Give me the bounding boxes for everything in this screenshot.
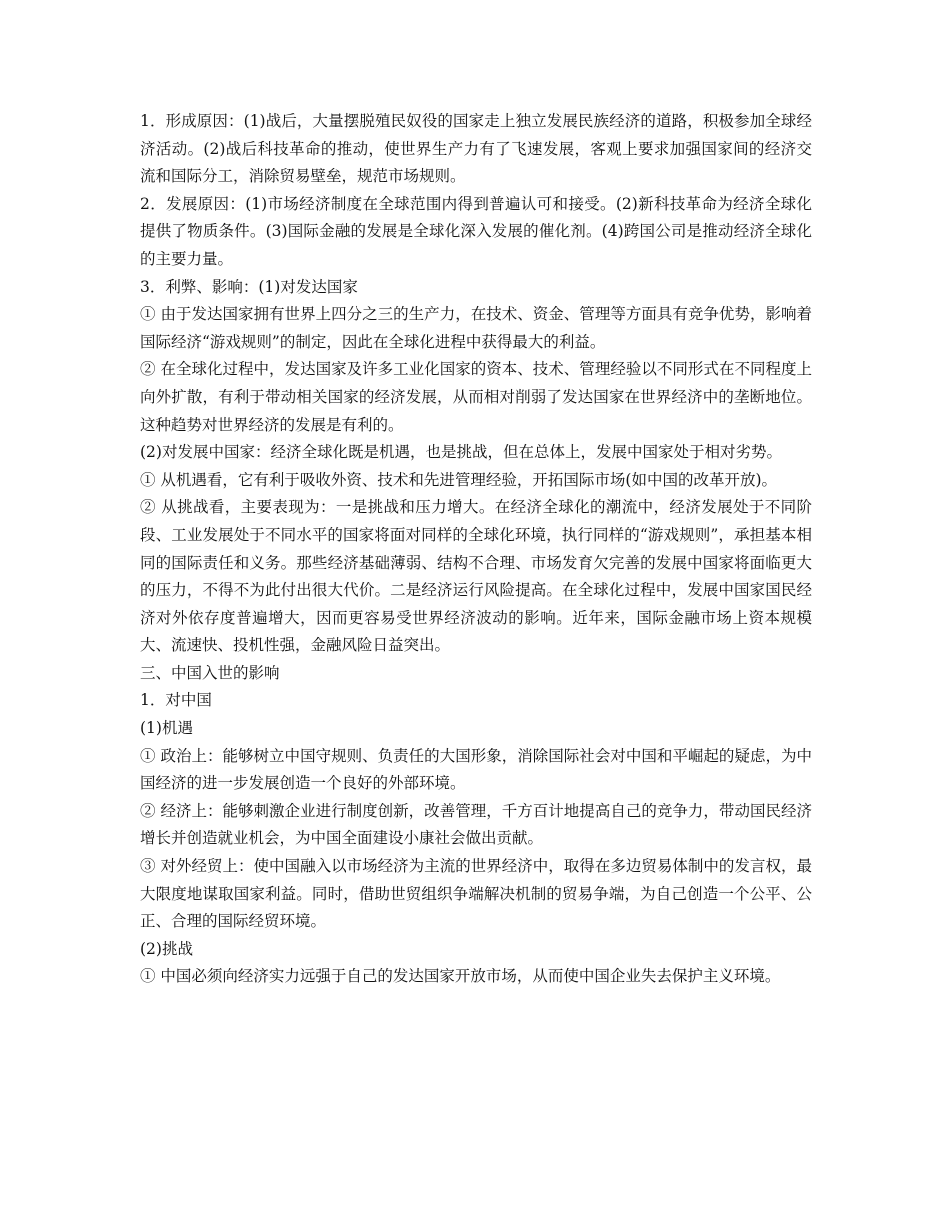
paragraph-foreign-trade: ③ 对外经贸上：使中国融入以市场经济为主流的世界经济中，取得在多边贸易体制中的发言权，最大限度地谋取国家利益。同时，借助世贸组织争端解决机制的贸易争端，为自己创造一个公平、公正、合理的国际经贸环境。 [140,857,812,931]
paragraph-pros-cons-heading: 3．利弊、影响：(1)对发达国家 [140,277,358,296]
paragraph-formation-causes: 1．形成原因：(1)战后，大量摆脱殖民奴役的国家走上独立发展民族经济的道路，积极参加全球经济活动。(2)战后科技革命的推动，使世界生产力有了飞速发展，客观上要求加强国家间的经济交流和国际分工，消除贸易壁垒，规范市场规则。 [140,112,812,186]
subheading-for-china: 1．对中国 [140,691,212,710]
paragraph-political: ① 政治上：能够树立中国守规则、负责任的大国形象，消除国际社会对中国和平崛起的疑虑，为中国经济的进一步发展创造一个良好的外部环境。 [140,746,812,793]
section-heading-wto-impact: 三、中国入世的影响 [140,663,280,682]
paragraph-economic: ② 经济上：能够刺激企业进行制度创新，改善管理，千方百计地提高自己的竞争力，带动国民经济增长并创造就业机会，为中国全面建设小康社会做出贡献。 [140,801,812,848]
subheading-opportunities: (1)机遇 [140,719,193,738]
paragraph-developed-point-1: ① 由于发达国家拥有世界上四分之三的生产力，在技术、资金、管理等方面具有竞争优势，影响着国际经济“游戏规则”的制定，因此在全球化进程中获得最大的利益。 [140,305,812,351]
paragraph-developing-opportunity: ① 从机遇看，它有利于吸收外资、技术和先进管理经验，开拓国际市场(如中国的改革开放)。 [140,470,778,489]
paragraph-developing-challenge: ② 从挑战看，主要表现为：一是挑战和压力增大。在经济全球化的潮流中，经济发展处于不同阶段、工业发展处于不同水平的国家将面对同样的全球化环境，执行同样的“游戏规则”，承担基本相同的国际责任和义务。那些经济基础薄弱、结构不合理、市场发育欠完善的发展中国家将面临更大的压力，不得不为此付出很大代价。二是经济运行风险提高。在全球化过程中，发展中国家国民经济对外依存度普遍增大，因而更容易受世界经济波动的影响。近年来，国际金融市场上资本规模大、流速快、投机性强，金融风险日益突出。 [140,498,812,655]
subheading-challenges: (2)挑战 [140,939,193,958]
paragraph-challenge-1: ① 中国必须向经济实力远强于自己的发达国家开放市场，从而使中国企业失去保护主义环境。 [140,967,781,986]
paragraph-developed-point-2: ② 在全球化过程中，发达国家及许多工业化国家的资本、技术、管理经验以不同形式在不同程度上向外扩散，有利于带动相关国家的经济发展，从而相对削弱了发达国家在世界经济中的垄断地位。这种趋势对世界经济的发展是有利的。 [140,360,812,434]
paragraph-developing-heading: (2)对发展中国家：经济全球化既是机遇，也是挑战，但在总体上，发展中国家处于相对劣势。 [140,443,782,462]
paragraph-development-causes: 2．发展原因：(1)市场经济制度在全球范围内得到普遍认可和接受。(2)新科技革命为经济全球化提供了物质条件。(3)国际金融的发展是全球化深入发展的催化剂。(4)跨国公司是推动经济全球化的主要力量。 [140,194,812,268]
document-body [140,108,812,991]
